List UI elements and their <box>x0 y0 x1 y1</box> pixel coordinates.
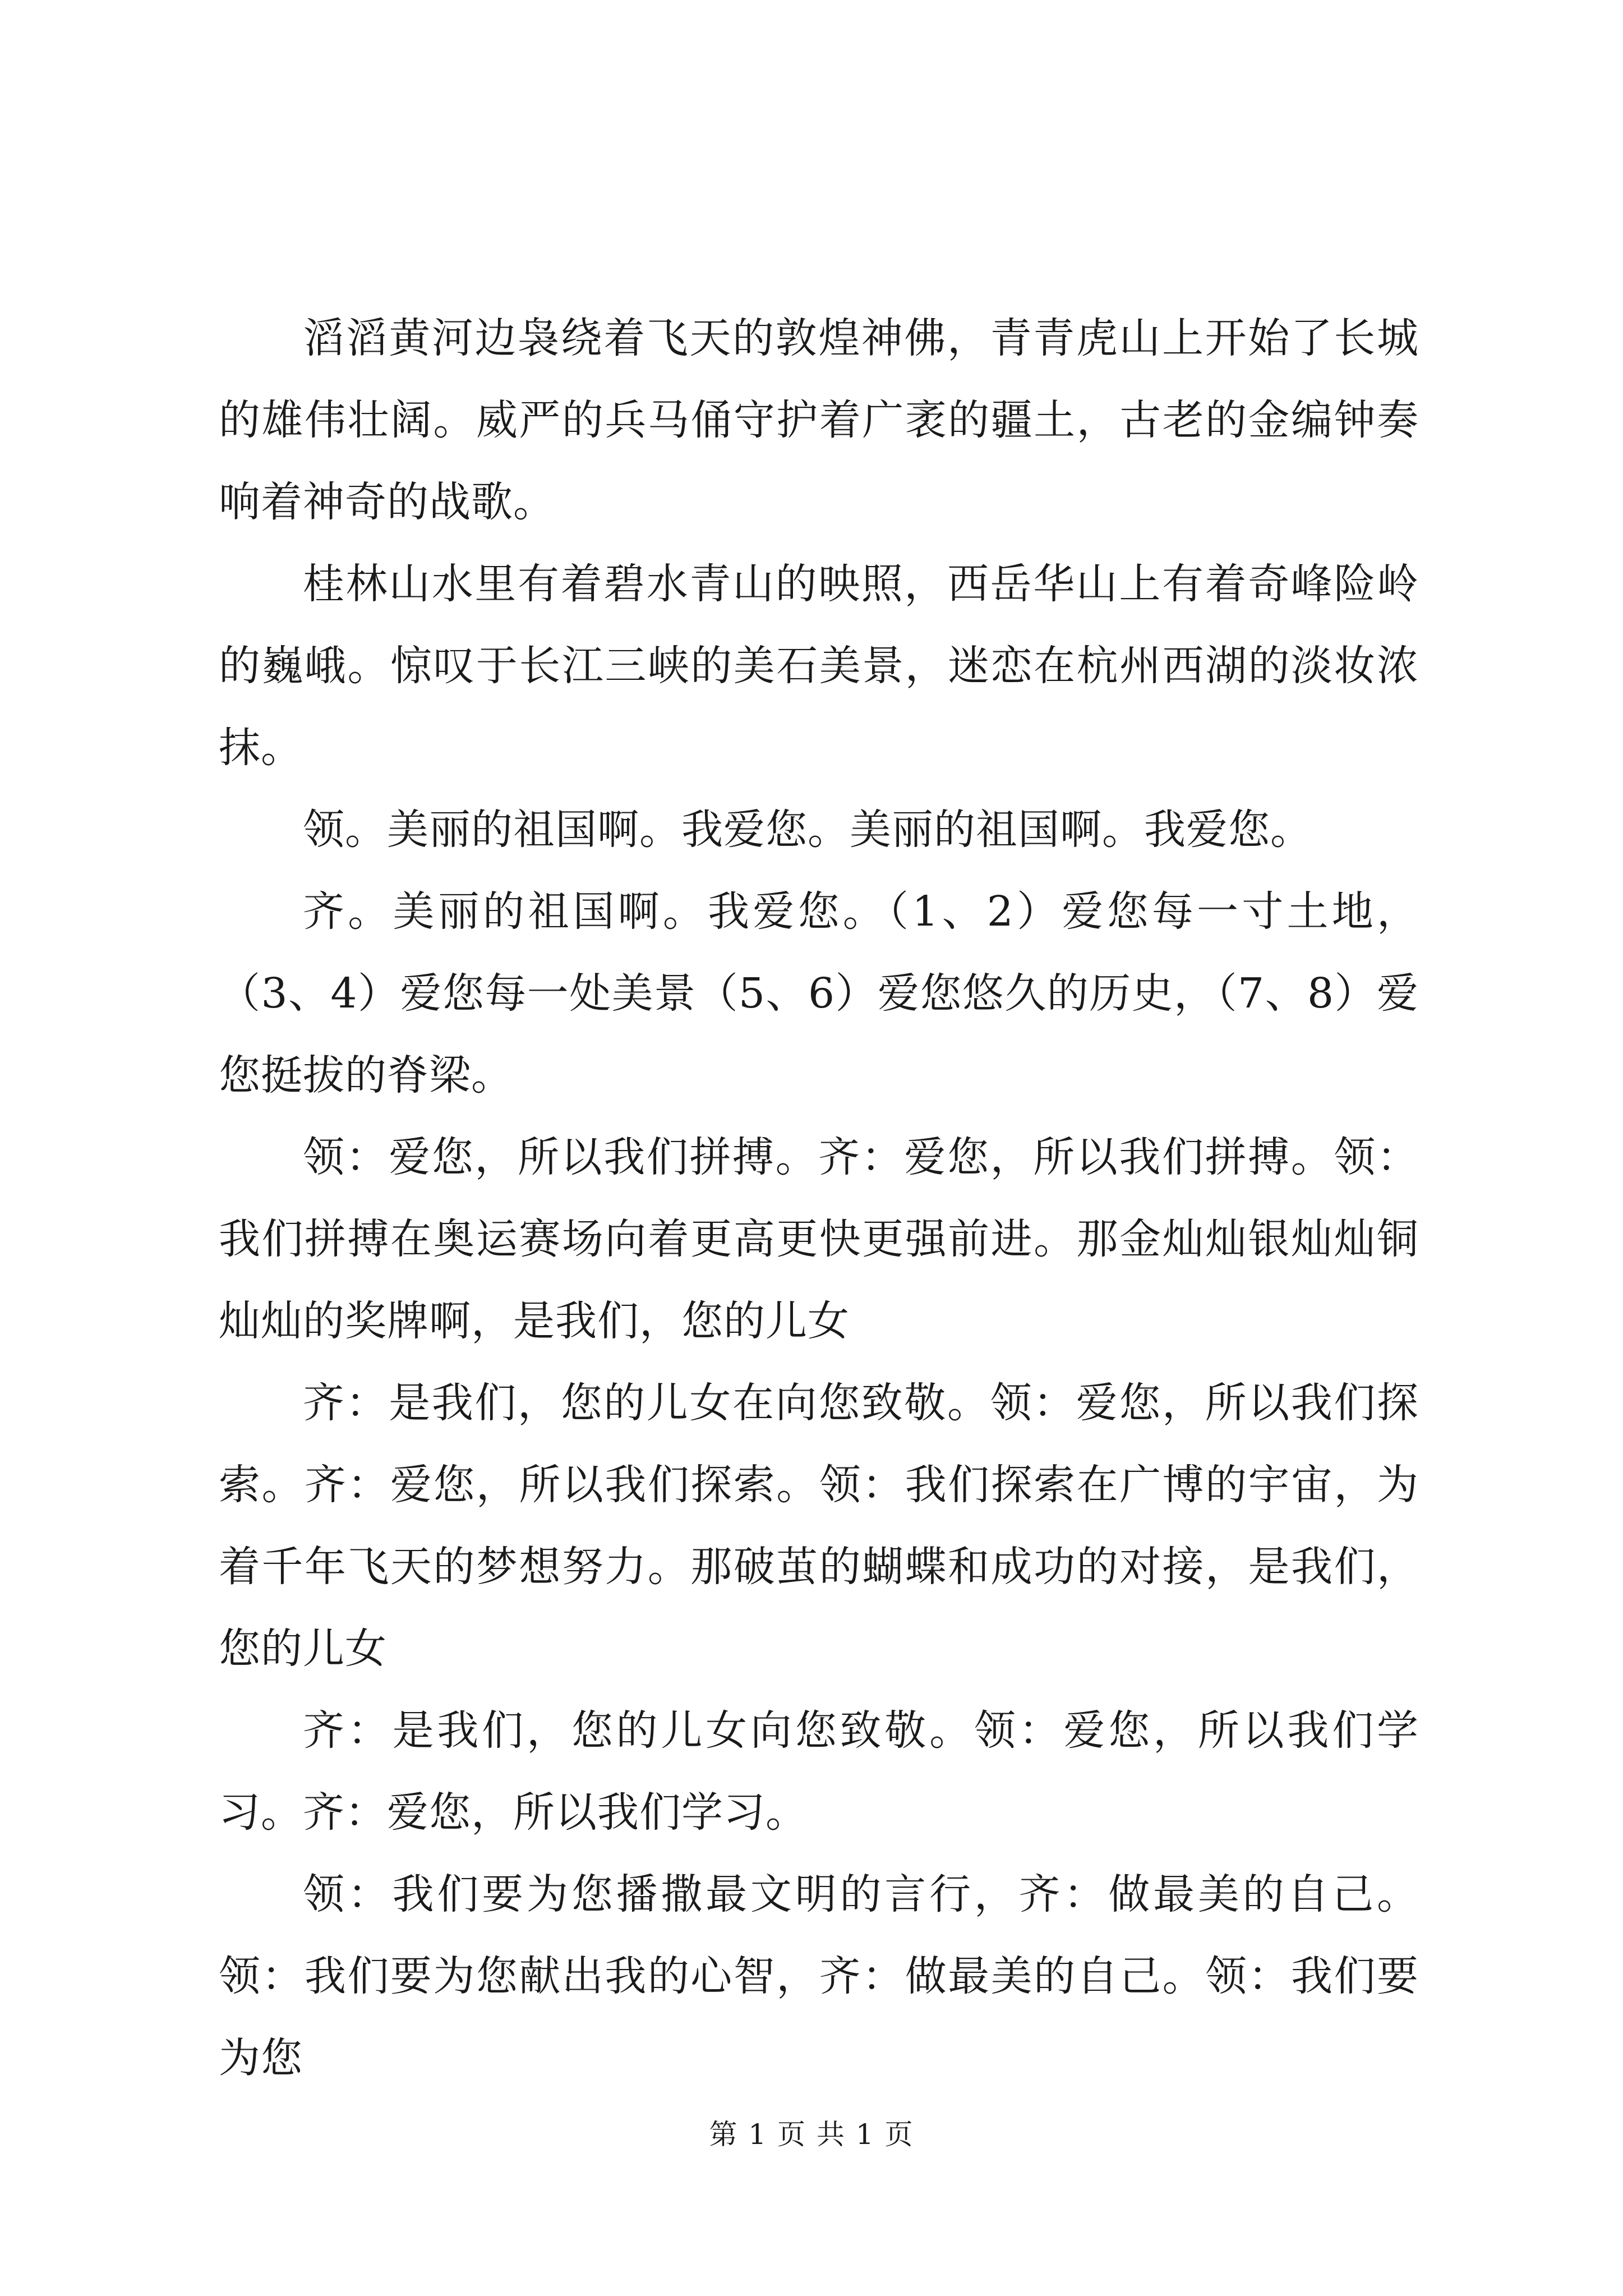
paragraph: 领：我们要为您播撒最文明的言行，齐：做最美的自己。领：我们要为您献出我的心智，齐：做最美的自己。领：我们要为您 <box>219 1870 1419 2082</box>
page-footer: 第 1 页 共 1 页 <box>709 2118 914 2151</box>
paragraph: 齐。美丽的祖国啊。我爱您。（1、2）爱您每一寸土地，（3、4）爱您每一处美景（5、6）爱您悠久的历史，（7、8）爱您挺拔的脊梁。 <box>219 887 1419 1099</box>
paragraph: 桂林山水里有着碧水青山的映照，西岳华山上有着奇峰险岭的巍峨。惊叹于长江三峡的美石美景，迷恋在杭州西湖的淡妆浓抹。 <box>219 560 1419 772</box>
paragraph: 领：爱您，所以我们拼搏。齐：爱您，所以我们拼搏。领：我们拼搏在奥运赛场向着更高更快更强前进。那金灿灿银灿灿铜灿灿的奖牌啊，是我们，您的儿女 <box>219 1133 1419 1345</box>
paragraph: 齐：是我们，您的儿女在向您致敬。领：爱您，所以我们探索。齐：爱您，所以我们探索。领：我们探索在广博的宇宙，为着千年飞天的梦想努力。那破茧的蝴蝶和成功的对接，是我们，您的儿女 <box>219 1379 1419 1673</box>
document-body <box>219 297 1419 2099</box>
paragraph: 齐：是我们，您的儿女向您致敬。领：爱您，所以我们学习。齐：爱您，所以我们学习。 <box>219 1706 1419 1837</box>
paragraph: 滔滔黄河边袅绕着飞天的敦煌神佛，青青虎山上开始了长城的雄伟壮阔。威严的兵马俑守护着广袤的疆土，古老的金编钟奏响着神奇的战歌。 <box>219 314 1419 526</box>
paragraph: 领。美丽的祖国啊。我爱您。美丽的祖国啊。我爱您。 <box>303 806 1312 854</box>
